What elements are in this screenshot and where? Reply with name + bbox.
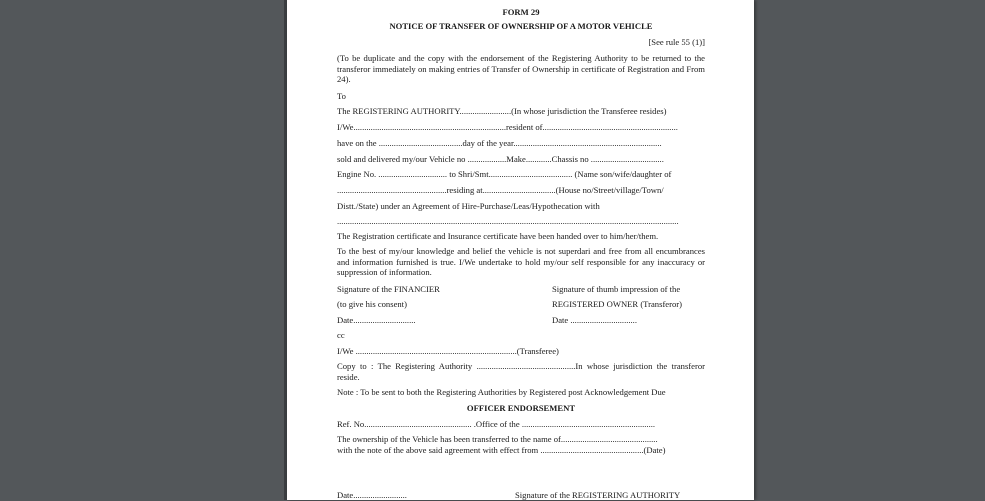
financier-consent-note: (to give his consent) xyxy=(337,299,407,309)
ref-no-line: Ref. No.................................................. .Office of the .............................................................. xyxy=(337,419,656,429)
form-number: FORM 29 xyxy=(502,7,540,17)
officer-date: Date......................... xyxy=(337,490,407,500)
note-line: Note : To be sent to both the Registering Authorities by Registered post Acknowledgement Due xyxy=(337,387,666,397)
residing-at-line: ...................................................residing at..................................(House no/Street/village/Town/ xyxy=(337,185,664,195)
officer-endorsement-heading: OFFICER ENDORSEMENT xyxy=(466,403,576,413)
handed-over-statement: The Registration certificate and Insurance certificate have been handed over to him/her/them. xyxy=(337,231,659,241)
cc-label: cc xyxy=(337,330,345,340)
ownership-transferred-line: The ownership of the Vehicle has been transferred to the name of............................................. xyxy=(337,434,658,444)
financier-blank-line: ............................................................................................................................................................... xyxy=(337,216,679,226)
document-page xyxy=(287,0,754,500)
engine-no-line: Engine No. ................................ to Shri/Smt....................................... (Name son/wife/daughter of xyxy=(337,169,672,179)
distt-state-line: Distt./State) under an Agreement of Hire-Purchase/Leas/Hypothecation with xyxy=(337,201,600,211)
financier-date: Date............................. xyxy=(337,315,416,325)
financier-signature-label: Signature of the FINANCIER xyxy=(337,284,440,294)
owner-date: Date ............................... xyxy=(552,315,637,325)
effect-from-line: with the note of the above said agreement with effect from ................................................(Date) xyxy=(337,445,666,455)
sold-delivered-line: sold and delivered my/our Vehicle no ..................Make............Chassis no .................................. xyxy=(337,154,664,164)
form-title: NOTICE OF TRANSFER OF OWNERSHIP OF A MOTOR VEHICLE xyxy=(389,21,653,31)
transferee-line: I/We ...........................................................................(Transferee) xyxy=(337,346,559,356)
authority-signature-label: Signature of the REGISTERING AUTHORITY xyxy=(515,490,681,500)
to-label: To xyxy=(337,91,346,101)
owner-role-label: REGISTERED OWNER (Transferor) xyxy=(552,299,683,309)
owner-signature-label: Signature of thumb impression of the xyxy=(552,284,681,294)
rule-reference: [See rule 55 (1)] xyxy=(648,37,705,47)
have-on-the-line: have on the .......................................day of the year..................................................................... xyxy=(337,138,662,148)
registering-authority-line: The REGISTERING AUTHORITY........................(In whose jurisdiction the Transferee resides) xyxy=(337,106,667,116)
iwe-resident-line: I/We.......................................................................resident of............................................................... xyxy=(337,122,678,132)
instruction-paragraph: (To be duplicate and the copy with the endorsement of the Registering Authority to be returned to the transferor immediately on making entries of Transfer of Ownership in certificate of Registration and From 24). xyxy=(337,53,705,84)
declaration-paragraph: To the best of my/our knowledge and belief the vehicle is not superdari and free from all encumbrances and information furnished is true. I/We undertake to hold my/our self responsible for any inaccuracy or suppression of information. xyxy=(337,246,705,277)
copy-to-paragraph: Copy to : The Registering Authority ..............................................In whose jurisdiction the transferor reside. xyxy=(337,361,705,382)
